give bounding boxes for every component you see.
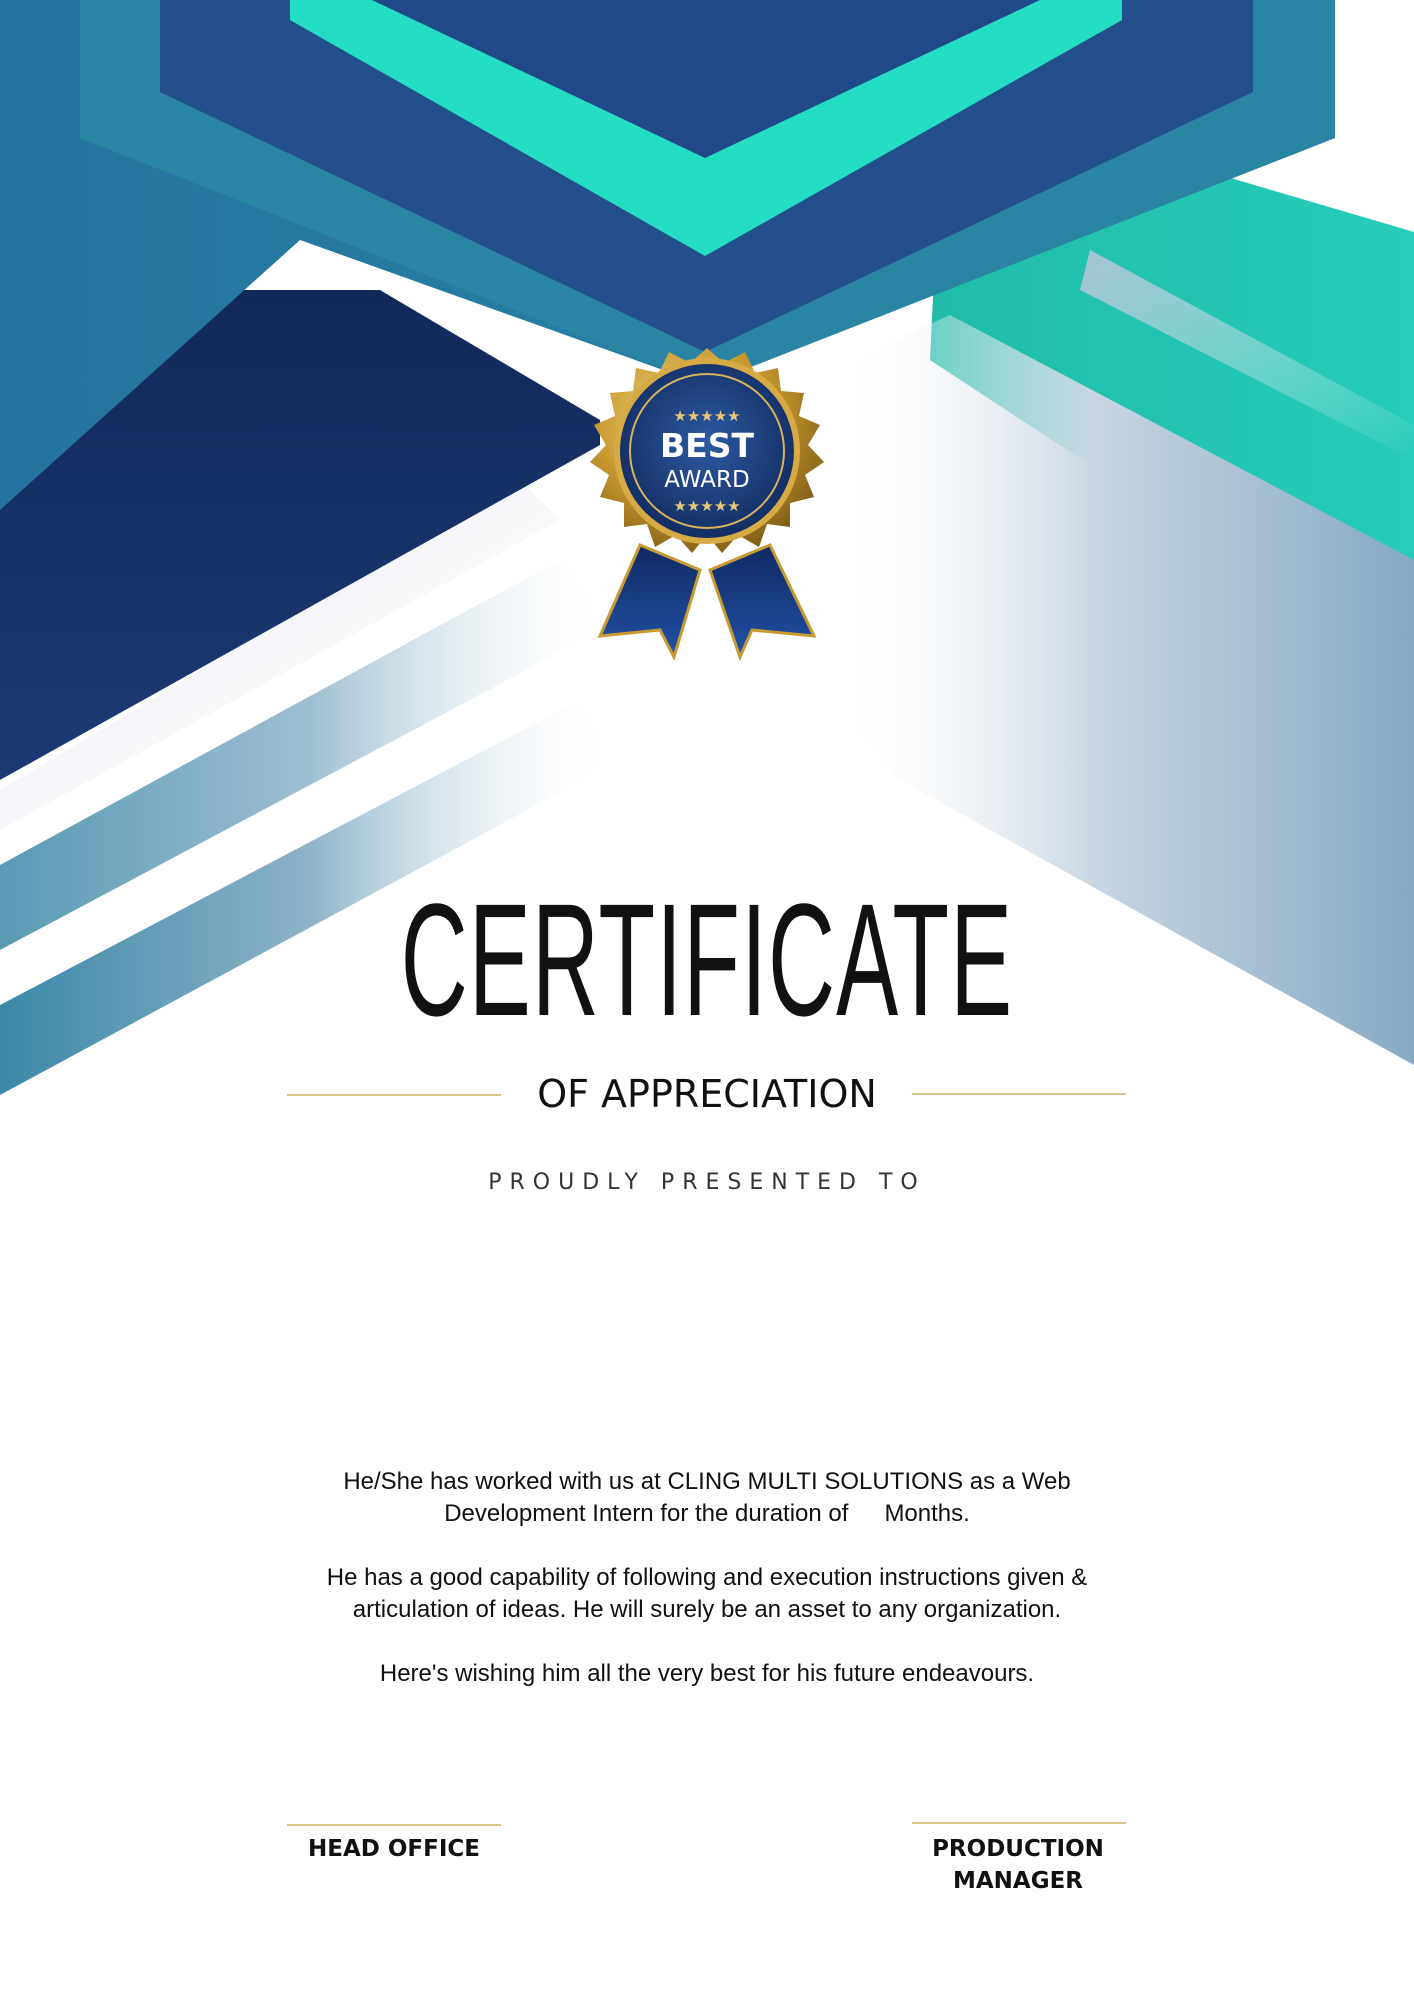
subtitle-divider-right [912, 1093, 1126, 1095]
ribbon-right [710, 545, 814, 657]
signature-line-right [912, 1822, 1126, 1824]
badge-stars-bottom: ★★★★★ [673, 497, 741, 515]
badge-stars-top: ★★★★★ [673, 407, 741, 425]
award-badge [590, 348, 824, 657]
presented-to-label: PROUDLY PRESENTED TO [488, 1170, 926, 1195]
signature-production-manager: PRODUCTION MANAGER [932, 1836, 1104, 1894]
body-paragraph-1 [307, 1466, 1107, 1530]
signature-head-office: HEAD OFFICE [308, 1836, 480, 1862]
body-paragraph-3: Here's wishing him all the very best for his future endeavours. [379, 1660, 1035, 1687]
badge-award-text: AWARD [664, 467, 750, 493]
certificate-body [307, 1466, 1107, 1722]
certificate-title: CERTIFICATE [400, 870, 1014, 1049]
body-paragraph-2: He has a good capability of following and execution instructions given & articulation of ideas. He will surely be an asset to any organization. [326, 1564, 1088, 1623]
certificate-subtitle: OF APPRECIATION [537, 1072, 877, 1116]
body-paragraph-1-end: Months. [884, 1500, 970, 1527]
signature-line-left [287, 1824, 501, 1826]
badge-best-text: BEST [660, 426, 754, 465]
body-paragraph-1-start: He/She has worked with us at CLING MULTI SOLUTIONS as a Web Development Intern for the duration of [343, 1468, 1071, 1527]
ribbon-left [600, 545, 700, 657]
